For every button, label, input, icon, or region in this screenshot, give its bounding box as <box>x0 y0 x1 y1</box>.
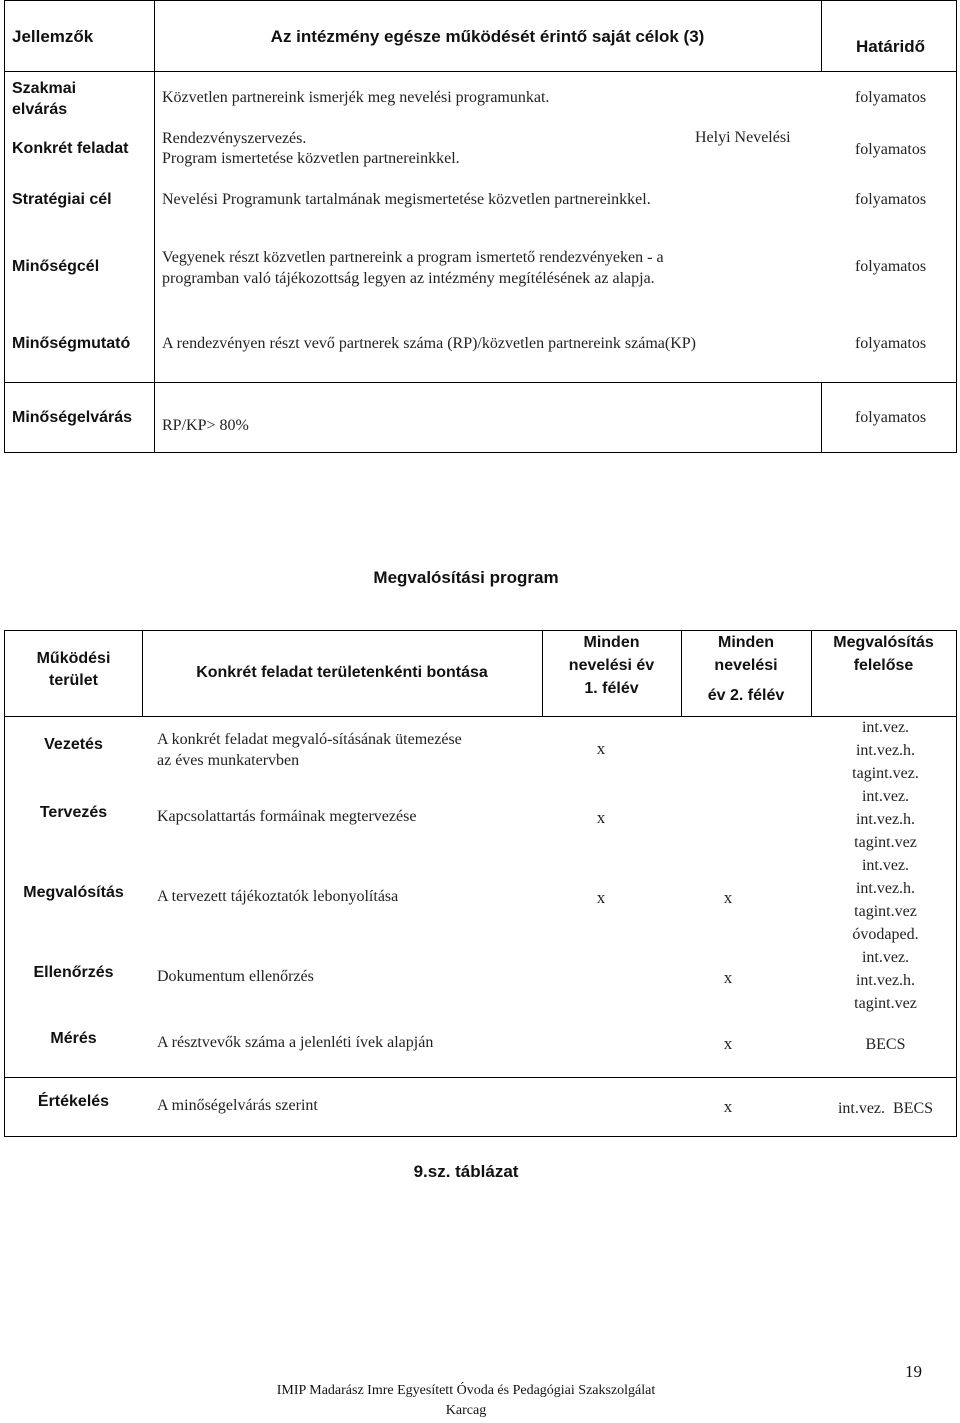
responsible-cell <box>813 1033 958 1056</box>
responsible-line: BECS <box>865 1036 906 1053</box>
header-line: Megvalósítás <box>833 634 934 651</box>
task-line: A konkrét feladat megvaló-sításának ütemezése <box>157 731 462 748</box>
row-deadline: folyamatos <box>854 335 927 352</box>
implementation-table <box>4 630 957 1137</box>
row-label-quality-indicator: Minőségmutató <box>12 335 131 352</box>
footer-institution: IMIP Madarász Imre Egyesített Óvoda és Pedagógiai Szakszolgálat <box>276 1383 656 1398</box>
header-semester-2 <box>681 631 811 707</box>
area-measurement: Mérés <box>50 1030 97 1047</box>
header-line: nevelési <box>714 657 778 674</box>
column-divider <box>821 1 822 71</box>
area-evaluation: Értékelés <box>37 1093 110 1110</box>
table-caption: 9.sz. táblázat <box>413 1162 519 1181</box>
responsible-line: tagint.vez. <box>852 765 919 782</box>
column-divider <box>154 1 155 452</box>
area-implementation: Megvalósítás <box>23 884 124 901</box>
responsible-line: int.vez. <box>861 949 910 966</box>
area-planning: Tervezés <box>39 804 108 821</box>
row-divider <box>5 1077 956 1078</box>
task-text: Dokumentum ellenőrzés <box>157 968 314 985</box>
text-line: Rendezvényszervezés. <box>162 130 307 147</box>
semester-2-mark: x <box>723 888 733 907</box>
semester-2-mark: x <box>723 1097 733 1116</box>
row-text <box>162 247 664 289</box>
label-line: Szakmai <box>12 80 77 97</box>
page-number: 19 <box>905 1362 922 1381</box>
row-divider <box>5 71 956 72</box>
header-deadline: Határidő <box>856 37 925 56</box>
responsible-line: tagint.vez <box>854 834 917 851</box>
footer-city: Karcag <box>445 1403 487 1418</box>
area-control: Ellenőrzés <box>33 964 114 981</box>
row-label-quality-goal: Minőségcél <box>12 258 100 275</box>
row-deadline: folyamatos <box>854 89 927 106</box>
row-text: RP/KP> 80% <box>162 417 249 434</box>
responsible-line: int.vez. <box>861 857 910 874</box>
header-line: év 2. félév <box>707 687 785 704</box>
row-text: A rendezvényen részt vevő partnerek száma (RP)/közvetlen partnereink száma(KP) <box>162 335 696 352</box>
header-line: felelőse <box>853 657 914 674</box>
semester-1-mark: x <box>596 808 606 827</box>
responsible-line: int.vez. <box>861 788 910 805</box>
task-line: az éves munkatervben <box>157 752 300 769</box>
task-text: A résztvevők száma a jelenléti ívek alapján <box>157 1034 434 1051</box>
responsible-line: tagint.vez <box>854 995 917 1012</box>
task-text: A minőségelvárás szerint <box>157 1097 318 1114</box>
header-line: Minden <box>718 634 774 651</box>
row-deadline: folyamatos <box>854 258 927 275</box>
task-text: A tervezett tájékoztatók lebonyolítása <box>157 888 399 905</box>
responsible-line: tagint.vez <box>854 903 917 920</box>
responsible-line: int.vez.h. <box>855 811 916 828</box>
header-area <box>5 648 142 692</box>
responsible-cell <box>813 716 958 785</box>
row-label-professional-expectation <box>5 78 155 120</box>
semester-1-mark: x <box>596 739 606 758</box>
semester-2-mark: x <box>723 968 733 987</box>
area-leadership: Vezetés <box>44 736 103 753</box>
header-semester-1 <box>542 631 681 700</box>
responsible-cell <box>813 854 958 946</box>
row-extra: Helyi Nevelési <box>695 129 791 146</box>
text-line: Vegyenek részt közvetlen partnereink a program ismertető rendezvényeken - a <box>162 249 664 266</box>
row-deadline: folyamatos <box>854 141 927 158</box>
task-text: Kapcsolattartás formáinak megtervezése <box>157 808 417 825</box>
responsible-line: int.vez.h. <box>855 880 916 897</box>
row-label-strategic-goal: Stratégiai cél <box>12 191 112 208</box>
semester-1-mark: x <box>596 888 606 907</box>
section-title: Megvalósítási program <box>373 568 559 587</box>
responsible-line: int.vez.h. <box>855 972 916 989</box>
label-line: elvárás <box>12 101 68 118</box>
responsible-cell: int.vez. BECS <box>837 1100 934 1117</box>
responsible-cell <box>813 785 958 854</box>
header-line: Minden <box>583 634 640 651</box>
responsible-line: int.vez.h. <box>855 742 916 759</box>
header-line: nevelési év <box>568 657 655 674</box>
row-text: Közvetlen partnereink ismerjék meg nevelési programunkat. <box>162 89 550 106</box>
header-line: 1. félév <box>584 680 639 697</box>
row-label-quality-expectation: Minőségelvárás <box>12 409 133 426</box>
semester-2-mark: x <box>723 1034 733 1053</box>
row-deadline: folyamatos <box>854 191 927 208</box>
task-text <box>157 729 462 771</box>
text-line: Program ismertetése közvetlen partnereinkkel. <box>162 150 460 167</box>
row-divider <box>5 382 956 383</box>
responsible-line: óvodaped. <box>852 926 919 943</box>
row-deadline: folyamatos <box>854 409 927 426</box>
row-label-concrete-task: Konkrét feladat <box>12 140 129 157</box>
text-line: programban való tájékozottság legyen az intézmény megítélésének az alapja. <box>162 270 655 287</box>
goals-table <box>4 0 957 453</box>
header-responsible <box>811 631 956 677</box>
header-goals: Az intézmény egésze működését érintő saját célok (3) <box>270 27 705 46</box>
responsible-cell <box>813 946 958 1015</box>
header-line: Működési <box>36 650 111 667</box>
responsible-line: int.vez. <box>861 719 910 736</box>
header-characteristics: Jellemzők <box>12 27 94 46</box>
header-task: Konkrét feladat területenkénti bontása <box>196 664 488 681</box>
row-text: Nevelési Programunk tartalmának megismertetése közvetlen partnereinkkel. <box>162 191 651 208</box>
header-line: terület <box>49 672 98 689</box>
column-divider <box>821 382 822 452</box>
row-text <box>162 129 460 169</box>
